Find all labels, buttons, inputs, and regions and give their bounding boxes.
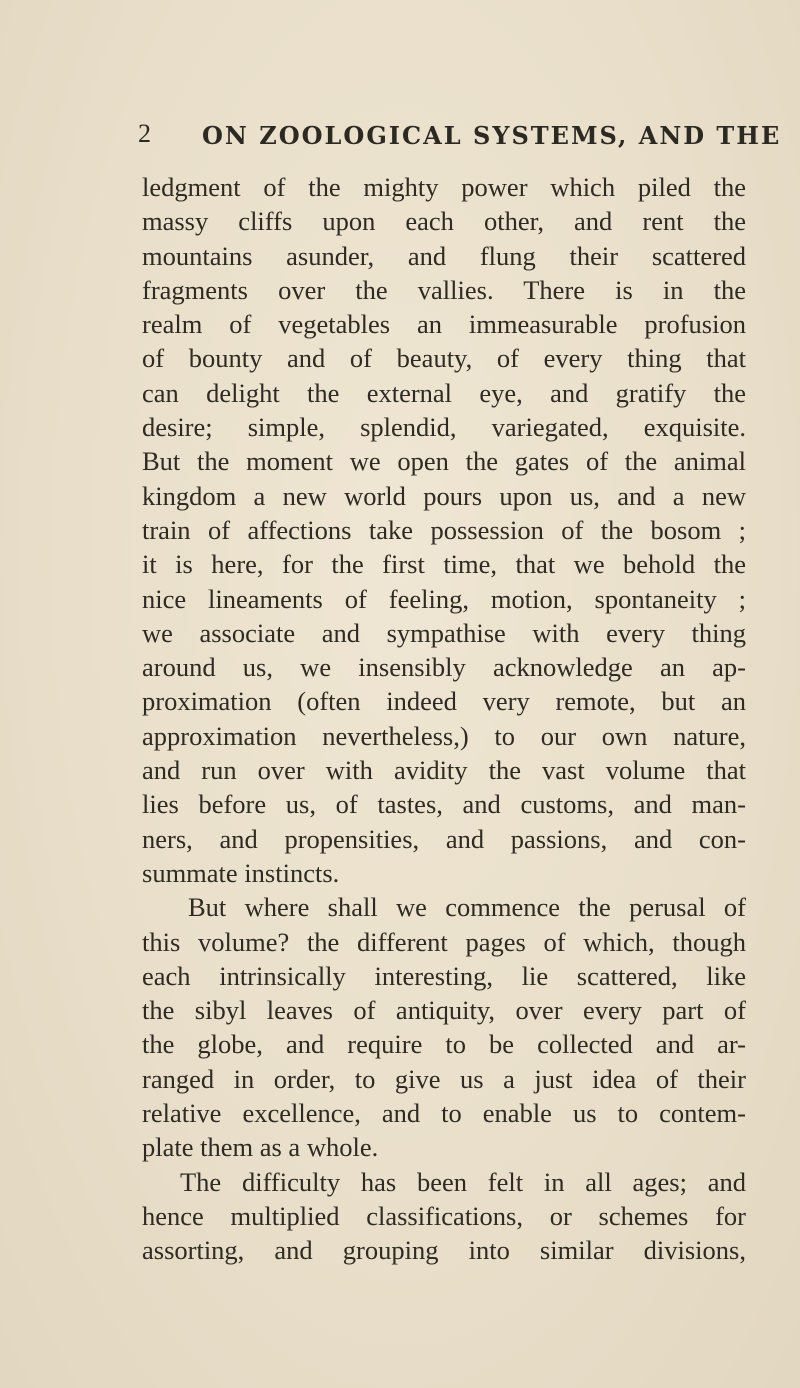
text-line: kingdom a new world pours upon us, and a new <box>142 480 746 511</box>
text-line: ledgment of the mighty power which piled the <box>142 172 746 202</box>
text-line: we associate and sympathise with every thing <box>142 617 746 648</box>
text-line: train of affections take possession of the bosom ; <box>142 514 746 545</box>
paragraph-start-line: The difficulty has been felt in all ages; and <box>180 1166 746 1197</box>
text-line: can delight the external eye, and gratify the <box>142 377 746 408</box>
text-line: of bounty and of beauty, of every thing that <box>142 343 746 374</box>
text-line: But the moment we open the gates of the animal <box>142 446 746 477</box>
body-text <box>142 170 746 1268</box>
text-line: hence multiplied classifications, or schemes for <box>142 1200 746 1231</box>
text-line: ranged in order, to give us a just idea of their <box>142 1063 746 1094</box>
text-line: approximation nevertheless,) to our own nature, <box>142 720 746 751</box>
paragraph-start-line: But where shall we commence the perusal of <box>188 892 746 923</box>
text-line: the sibyl leaves of antiquity, over every part of <box>142 995 746 1026</box>
text-line: proximation (often indeed very remote, but an <box>142 686 746 717</box>
text-line: summate instincts. <box>142 857 340 888</box>
text-line: and run over with avidity the vast volume that <box>142 755 746 786</box>
text-line: massy cliffs upon each other, and rent the <box>142 206 746 237</box>
text-line: the globe, and require to be collected and ar- <box>142 1029 746 1060</box>
text-line: it is here, for the first time, that we behold the <box>142 549 746 580</box>
text-line: mountains asunder, and flung their scattered <box>142 240 746 271</box>
text-line: lies before us, of tastes, and customs, and man- <box>142 789 746 820</box>
text-line: around us, we insensibly acknowledge an ap- <box>142 652 746 683</box>
running-head <box>138 118 798 158</box>
text-line: each intrinsically interesting, lie scattered, like <box>142 960 746 991</box>
text-line: relative excellence, and to enable us to contem- <box>142 1098 746 1129</box>
text-line: desire; simple, splendid, variegated, exquisite. <box>142 412 746 443</box>
text-line: ners, and propensities, and passions, and con- <box>142 823 746 854</box>
text-line: nice lineaments of feeling, motion, spontaneity ; <box>142 583 746 614</box>
page-number: 2 <box>138 119 151 148</box>
text-line: assorting, and grouping into similar divisions, <box>142 1235 746 1266</box>
running-title: ON ZOOLOGICAL SYSTEMS, AND THE <box>202 121 782 150</box>
text-line: plate them as a whole. <box>142 1132 379 1163</box>
text-line: fragments over the vallies. There is in the <box>142 274 746 305</box>
text-line: this volume? the different pages of which, though <box>142 926 746 957</box>
text-line: realm of vegetables an immeasurable profusion <box>142 309 746 340</box>
